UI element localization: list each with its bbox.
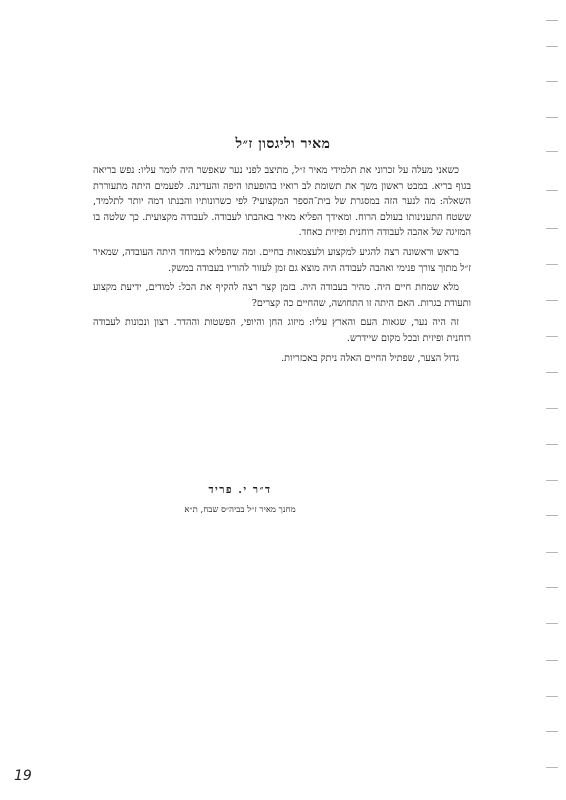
page-number: 19 [14,768,32,784]
memorial-body [93,163,471,370]
scan-edge-marks [544,0,558,800]
paragraph: מלא שמחת חיים היה. מהיר בעבודה היה. בזמן קצר רצה להקיף את הכל: למודים, ידיעת מקצוע ותעודת בגרות. האם היתה זו התחושה, שהחיים כה קצרים? [93,282,471,309]
paragraph: בראש וראשונה רצה להגיע למקצוע ולעצמאות בחיים. ומה שהפליא במיוחד היתה העובדה, שמאיר ז״ל מתוך צורך פנימי ואהבה לעבודה היה מוצא גם זמן לעזור להוריו בעבודה במשק. [93,246,471,274]
paragraph: גדול הצער, שפתיל החיים האלה ניתק באכזריות. [281,352,459,364]
author-caption: מחנך מאיר ז״ל בביה״ס שבח, ת״א [184,505,296,515]
paragraph: זה היה נער, שגאות העם והארץ עליו: מיזוג החן והיופי, הפשטות וההדר. רצון ונכונות לעבודה רוחנית ופיזית ובכל מקום שיידרש. [93,317,471,344]
author-signature: ד״ר י. פריד [208,484,272,496]
paragraph: כשאני מעלה על זכרוני את תלמידי מאיר ז״ל, מתיצב לפני נער שאפשר היה לומר עליו: נפש בריאה בגוף בריא. במבט ראשון משך את תשומת לב רואיו בהופעתו היפה והעדינה. לפעמים היתה מתעוררת השאלה: מה לנער הזה במסגרת של בית־הספר המקצועי? לפי כשרונותיו והבנתו דמה יותר לתלמיד, ששטח התענינותו בעולם הרוח. ומאידך הפליא מאיר באהבתו לעבודה. לעבודה מקצועית. כך שלטה בו המזיגה של אהבה לעבודה רוחנית ופיזית כאחד. [93,165,471,239]
memorial-title: מאיר וליגסון ז״ל [235,136,331,152]
